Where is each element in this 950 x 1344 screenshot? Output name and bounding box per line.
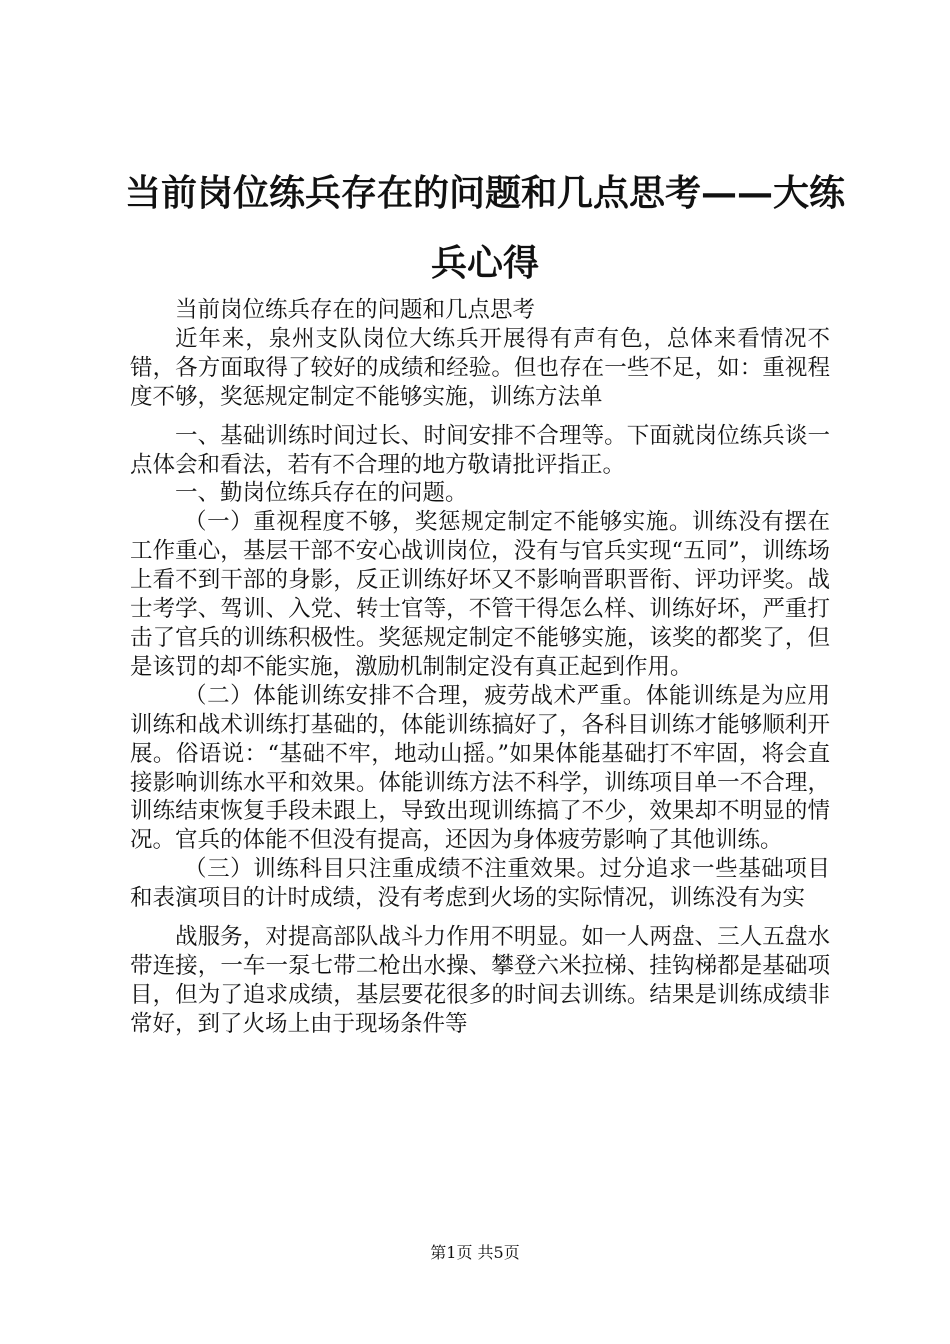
- paragraph-basic-training: 一、基础训练时间过长、时间安排不合理等。下面就岗位练兵谈一点体会和看法，若有不合理的地方敬请批评指正。: [130, 422, 830, 478]
- paragraph-combat-service: 战服务，对提高部队战斗力作用不明显。如一人两盘、三人五盘水带连接，一车一泵七带二枪出水操、攀登六米拉梯、挂钩梯都是基础项目，但为了追求成绩，基层要花很多的时间去训练。结果是训练成绩非常好，到了火场上由于现场条件等: [130, 924, 830, 1037]
- paragraph-subtitle: 当前岗位练兵存在的问题和几点思考: [175, 297, 536, 323]
- paragraph-problem-2: （二）体能训练安排不合理，疲劳战术严重。体能训练是为应用训练和战术训练打基础的，体能训练搞好了，各科目训练才能够顺利开展。俗语说：“基础不牢，地动山摇。”如果体能基础打不牢固，将会直接影响训练水平和效果。体能训练方法不科学，训练项目单一不合理，训练结束恢复手段未跟上，导致出现训练搞了不少，效果却不明显的情况。官兵的体能不但没有提高，还因为身体疲劳影响了其他训练。: [130, 682, 830, 854]
- paragraph-problem-3: （三）训练科目只注重成绩不注重效果。过分追求一些基础项目和表演项目的计时成绩，没有考虑到火场的实际情况，训练没有为实: [130, 856, 830, 912]
- document-title: 当前岗位练兵存在的问题和几点思考——大练兵心得: [125, 172, 846, 284]
- document-body: [130, 296, 830, 1039]
- paragraph-intro: 近年来，泉州支队岗位大练兵开展得有声有色，总体来看情况不错，各方面取得了较好的成绩和经验。但也存在一些不足，如：重视程度不够，奖惩规定制定不能够实施，训练方法单: [130, 325, 830, 410]
- section-heading-problems: 一、勤岗位练兵存在的问题。: [175, 480, 468, 507]
- paragraph-problem-1: （一）重视程度不够，奖惩规定制定不能够实施。训练没有摆在工作重心，基层干部不安心战训岗位，没有与官兵实现“五同”，训练场上看不到干部的身影，反正训练好坏又不影响晋职晋衔、评功评奖。战士考学、驾训、入党、转士官等，不管干得怎么样、训练好坏，严重打击了官兵的训练积极性。奖惩规定制定不能够实施，该奖的都奖了，但是该罚的却不能实施，激励机制制定没有真正起到作用。: [130, 509, 830, 680]
- page-number: 第1页 共5页: [430, 1243, 520, 1262]
